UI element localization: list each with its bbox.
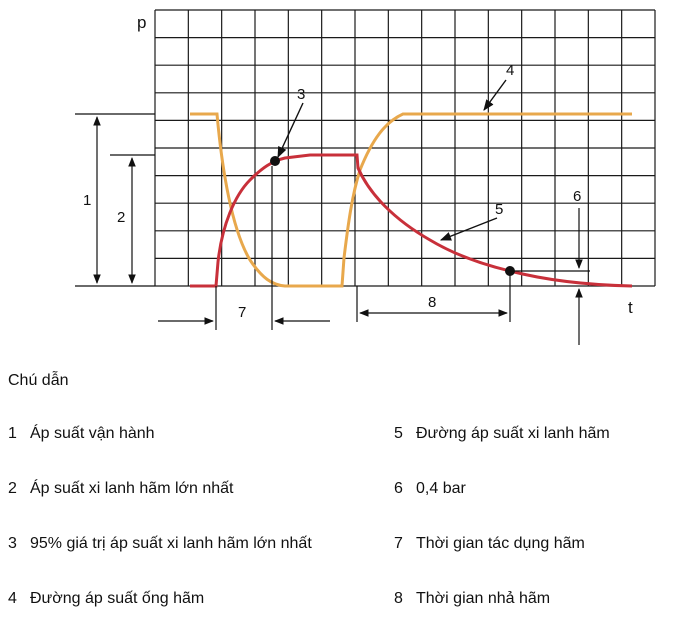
callout-5: 5 xyxy=(495,201,504,218)
legend-item-text: Đường áp suất xi lanh hãm xyxy=(416,425,610,442)
point-95-percent-marker xyxy=(270,156,280,166)
callout-1: 1 xyxy=(83,192,92,209)
legend-item-number: 6 xyxy=(394,480,403,497)
legend-item-number: 1 xyxy=(8,425,17,442)
y-axis-label: p xyxy=(137,13,147,32)
legend-item-number: 5 xyxy=(394,425,403,442)
legend-item-3 xyxy=(8,535,312,553)
legend-item-7 xyxy=(394,535,585,553)
callout-4: 4 xyxy=(506,62,515,79)
legend-item-number: 7 xyxy=(394,535,403,552)
callout-3: 3 xyxy=(297,86,306,103)
legend-item-4 xyxy=(8,590,204,608)
callout-8: 8 xyxy=(428,294,437,311)
legend-item-1 xyxy=(8,425,155,443)
callout-2: 2 xyxy=(117,209,126,226)
legend-item-text: Áp suất vận hành xyxy=(30,425,155,442)
legend-item-2 xyxy=(8,480,234,498)
x-axis-label: t xyxy=(628,298,633,317)
legend-item-text: Thời gian nhả hãm xyxy=(416,590,551,607)
legend-item-number: 3 xyxy=(8,535,17,552)
legend-item-number: 2 xyxy=(8,480,17,497)
legend-item-text: 95% giá trị áp suất xi lanh hãm lớn nhất xyxy=(30,535,312,552)
legend-item-text: Áp suất xi lanh hãm lớn nhất xyxy=(30,480,234,497)
callout-4-leader xyxy=(484,80,506,110)
brake-pipe-pressure-line xyxy=(190,114,632,286)
callout-6: 6 xyxy=(573,188,582,205)
legend-item-6 xyxy=(394,480,466,498)
legend-item-text: 0,4 bar xyxy=(416,480,466,497)
legend-item-8 xyxy=(394,590,550,608)
legend-item-text: Đường áp suất ống hãm xyxy=(30,590,205,607)
legend xyxy=(0,362,681,625)
legend-item-number: 4 xyxy=(8,590,17,607)
callout-7: 7 xyxy=(238,304,247,321)
legend-item-number: 8 xyxy=(394,590,403,607)
legend-item-text: Thời gian tác dụng hãm xyxy=(416,535,585,552)
legend-title: Chú dẫn xyxy=(8,372,69,389)
legend-item-5 xyxy=(394,425,610,443)
callout-3-leader xyxy=(278,103,303,157)
chart-grid xyxy=(155,10,655,286)
